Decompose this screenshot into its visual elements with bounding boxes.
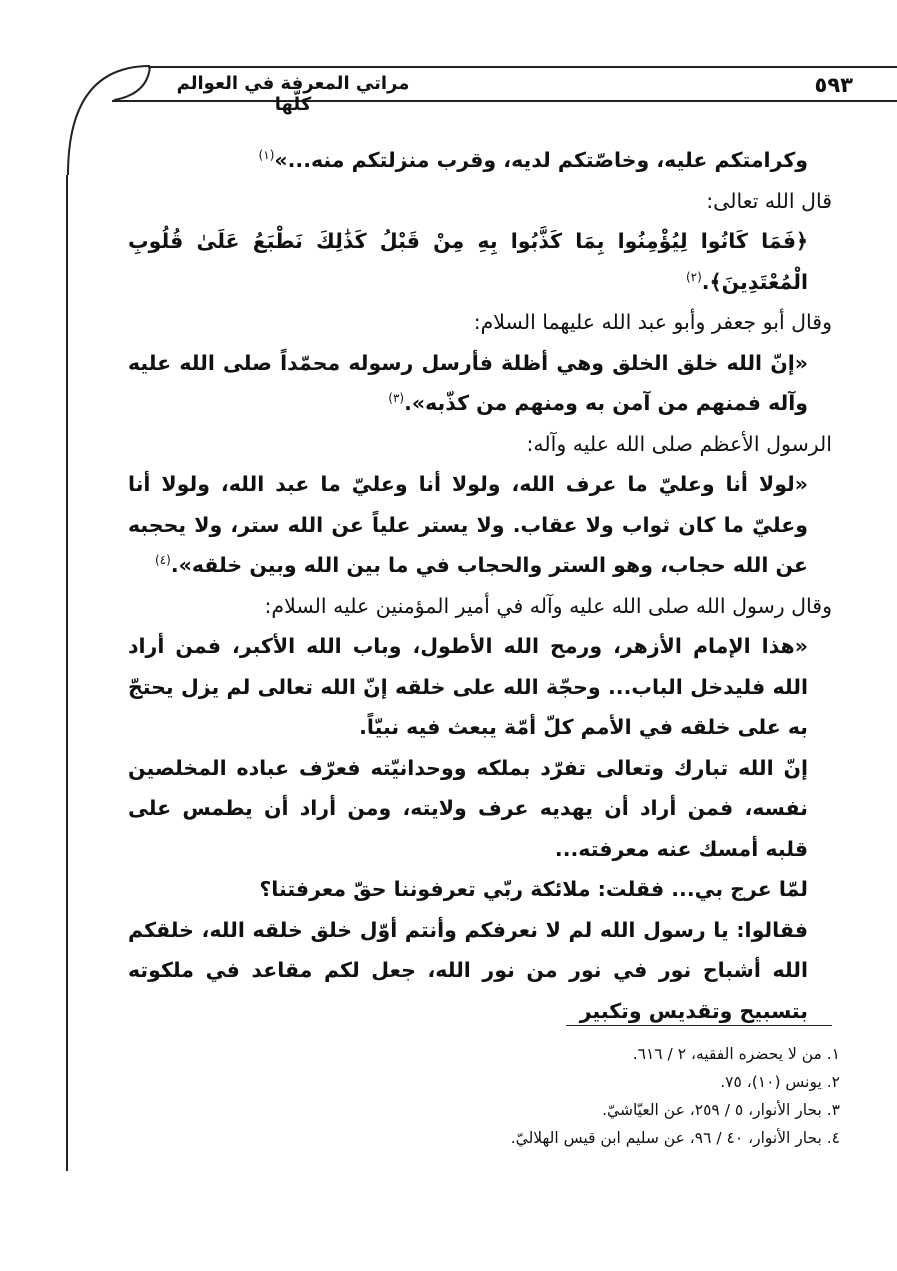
hadith-1-text: «إنّ الله خلق الخلق وهي أظلة فأرسل رسوله محمّداً صلى الله عليه وآله فمنهم من آمن به ومنهم من كذّبه». [128,350,808,415]
paragraph-8: وقال رسول الله صلى الله عليه وآله في أمير المؤمنين عليه السلام: [264,593,832,618]
paragraph-1 [128,140,808,181]
running-title: مراتي المعرفة في العوالم كلّها [176,73,410,115]
footnote-ref-4: (٤) [155,553,171,568]
paragraph-1-text: وكرامتكم عليه، وخاصّتكم لديه، وقرب منزلتكم منه...» [274,148,808,172]
footnote-2: ٢. يونس (١٠)، ٧٥. [720,1073,840,1091]
hadith-3-cont-2: لمّا عرج بي... فقلت: ملائكة ربّي تعرفوننا حقّ معرفتنا؟ [259,877,808,901]
quran-verse-text: ﴿فَمَا كَانُوا لِيُؤْمِنُوا بِمَا كَذَّبُوا بِهِ مِنْ قَبْلُ كَذَٰلِكَ نَطْبَعُ عَلَىٰ قُلُوبِ الْمُعْتَدِينَ﴾. [128,229,808,294]
hadith-2-text: «لولا أنا وعليّ ما عرف الله، ولولا أنا وعليّ ما عبد الله، ولولا أنا وعليّ ما كان ثواب ولا عقاب. ولا يستر علياً عن الله ستر، ولا يحجبه عن الله حجاب، وهو الستر والحجاب في ما بين الله وبين خلقه». [128,472,808,577]
footnote-1: ١. من لا يحضره الفقيه، ٢ / ٦١٦. [632,1045,840,1063]
footnote-4: ٤. بحار الأنوار، ٤٠ / ٩٦، عن سليم ابن قيس الهلاليّ. [510,1129,840,1147]
paragraph-4: وقال أبو جعفر وأبو عبد الله عليهما السلام: [473,310,832,334]
hadith-3: «هذا الإمام الأزهر، ورمح الله الأطول، وباب الله الأكبر، فمن أراد الله فليدخل الباب... وحجّة الله على خلقه إنّ الله تعالى لم يزل يحتجّ به على خلقه في الأمم كلّ أمّة يبعث فيه نبيّاً. [128,634,808,739]
quran-verse [128,221,808,302]
paragraph-6: الرسول الأعظم صلى الله عليه وآله: [526,431,832,456]
footnote-separator [566,1025,832,1026]
hadith-2 [128,464,808,586]
footnote-ref-2: (٢) [685,269,702,284]
main-text [128,140,832,1031]
hadith-1 [128,343,808,424]
footnote-3: ٣. بحار الأنوار، ٥ / ٢٥٩، عن العيّاشيّ. [602,1101,840,1119]
header-rule-top [148,66,897,68]
hadith-3-cont-3: فقالوا: يا رسول الله لم لا نعرفكم وأنتم أوّل خلق خلقه الله، خلقكم الله أشباح نور في نور من نور الله، جعل لكم مقاعد في ملكوته بتسبيح وتقديس وتكبير [128,917,808,1023]
paragraph-2: قال الله تعالى: [706,188,832,213]
hadith-3-cont-1: إنّ الله تبارك وتعالى تفرّد بملكه ووحدانيّته فعرّف عباده المخلصين نفسه، فمن أراد أن يهديه عرف ولايته، ومن أراد أن يطمس على قلبه أمسك عنه معرفته... [128,755,808,861]
footnote-ref-3: (٣) [388,391,405,406]
footnote-ref-1: (١) [258,148,275,163]
page-border-left [66,175,68,1171]
page-number: ٥٩٣ [814,73,853,97]
footnotes [300,1040,840,1152]
